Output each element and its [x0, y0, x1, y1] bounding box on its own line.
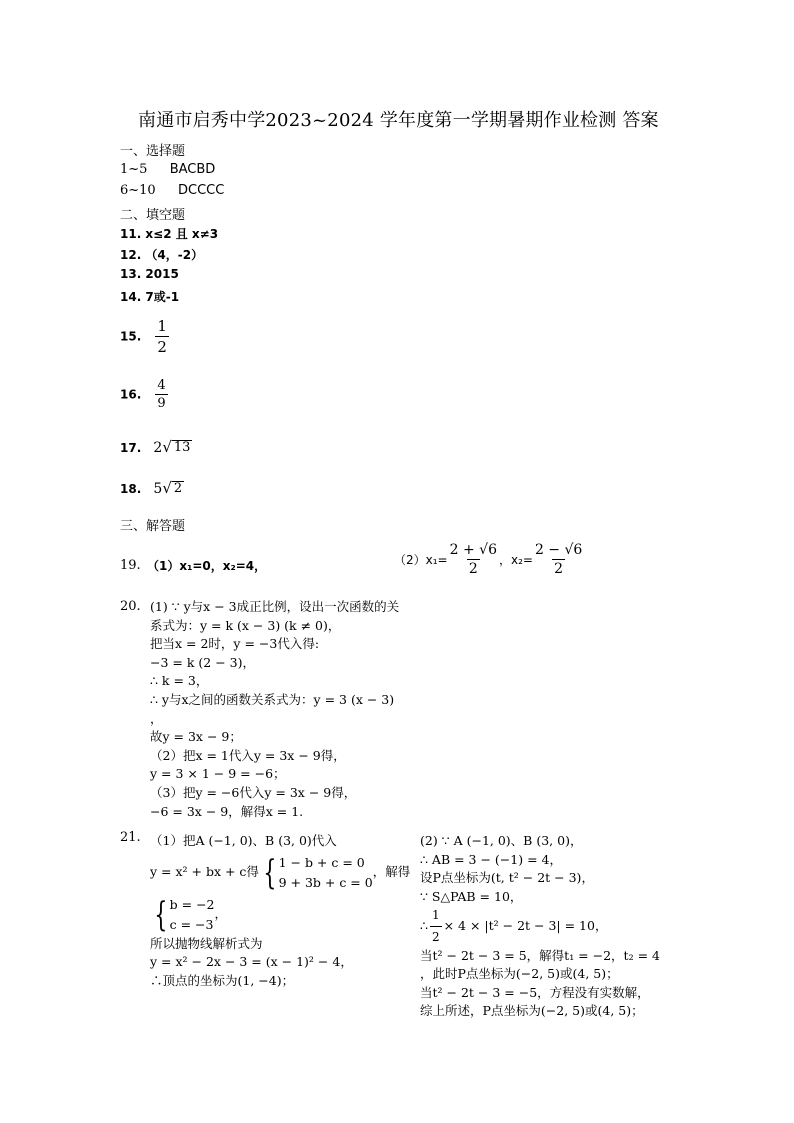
solution-line: y = x² − 2x − 3 = (x − 1)² − 4， — [150, 954, 353, 970]
area-equation-line — [420, 906, 660, 946]
numerator: 4 — [157, 378, 166, 393]
question-20-label: 20. — [120, 599, 141, 614]
section-heading-choice: 一、选择题 — [120, 144, 186, 159]
solution-line: 当t² − 2t − 3 = 5，解得t₁ = −2，t₂ = 4 — [420, 947, 660, 963]
equation: 1 − b + c = 0 — [278, 854, 365, 870]
choice-answers: BACBD — [169, 162, 216, 177]
answer-11: 11. x≤2 且 x≠3 — [120, 227, 219, 241]
solution-line: (2) ∵ A (−1, 0)、B (3, 0)， — [420, 833, 583, 848]
solution-line: ∴ k = 3， — [150, 673, 209, 689]
section-heading-fill: 二、填空题 — [120, 208, 186, 223]
choice-row-1 — [120, 162, 215, 177]
solution-line: y = 3 × 1 − 9 = −6； — [150, 766, 286, 782]
system-2 — [150, 895, 215, 935]
question-21-label: 21. — [120, 830, 141, 845]
equation-rest: × 4 × |t² − 2t − 3| = 10， — [443, 918, 608, 934]
equation: b = −2 — [169, 896, 215, 912]
denominator: 9 — [157, 396, 166, 411]
solution-line: ∴顶点的坐标为(1, −4)； — [150, 972, 295, 988]
solution-line: −6 = 3x − 9，解得x = 1. — [150, 803, 304, 819]
solution-line: （3）把y = −6代入y = 3x − 9得， — [150, 784, 357, 800]
fraction — [155, 317, 169, 356]
equation: c = −3 — [169, 916, 214, 932]
square-root — [162, 440, 192, 456]
solution-line: 故y = 3x − 9； — [150, 729, 242, 745]
system-suffix: ， — [214, 906, 228, 922]
system-suffix: ，解得 — [372, 864, 411, 880]
solution-line: −3 = k (2 − 3)， — [150, 654, 255, 670]
solution-line: 当t² − 2t − 3 = −5，方程没有实数解， — [420, 984, 650, 1000]
question-19-part1: （1）x₁=0，x₂=4， — [147, 559, 267, 573]
left-brace: { — [263, 852, 277, 893]
left-brace: { — [154, 894, 168, 935]
radical-sign: √ — [162, 479, 172, 497]
coefficient: 5 — [153, 481, 163, 497]
denominator: 2 — [468, 561, 478, 577]
answer-15 — [120, 317, 169, 356]
solution-line: ∴ AB = 3 − (−1) = 4， — [420, 851, 562, 867]
choice-answers: DCCCC — [178, 183, 225, 198]
question-19-label: 19. — [120, 558, 141, 573]
solution-system-line — [150, 895, 410, 935]
radicand: 2 — [173, 481, 183, 496]
solution-line: ∵ S△PAB = 10， — [420, 888, 523, 904]
fraction — [430, 906, 442, 946]
solution-line: ，此时P点坐标为(−2, 5)或(4, 5)； — [420, 966, 619, 982]
choice-row-2 — [120, 183, 224, 198]
answer-14: 14. 7或-1 — [120, 290, 180, 304]
numerator: 1 — [431, 908, 440, 923]
solution-line: 综上所述，P点坐标为(−2, 5)或(4, 5)； — [420, 1003, 644, 1019]
system-1 — [259, 853, 373, 893]
numerator: 1 — [157, 317, 167, 335]
solution-line: 把当x = 2时，y = −3代入得: — [150, 636, 320, 652]
answer-13: 13. 2015 — [120, 267, 179, 281]
coefficient: 2 — [153, 440, 163, 456]
numerator: 2 − √6 — [534, 542, 583, 558]
section-heading-solve: 三、解答题 — [120, 519, 186, 534]
equation-system-line — [150, 853, 410, 893]
question-label: 18. — [120, 482, 142, 496]
x1-fraction — [448, 542, 499, 577]
question-label: 17. — [120, 441, 142, 455]
question-21-part1 — [150, 832, 410, 990]
denominator: 2 — [157, 338, 167, 356]
x2-fraction — [533, 542, 584, 577]
solution-line: ， — [150, 710, 163, 726]
part2-prefix: （2）x₁= — [394, 553, 448, 567]
numerator: 2 + √6 — [449, 542, 497, 558]
question-19-part2 — [394, 542, 584, 577]
choice-range: 6~10 — [120, 183, 156, 198]
answer-18 — [120, 481, 184, 497]
solution-line: ∴ y与x之间的函数关系式为：y = 3 (x − 3) — [150, 691, 395, 707]
question-label: 16. — [120, 387, 142, 402]
square-root — [162, 481, 184, 497]
answer-12: 12. （4，-2） — [120, 248, 204, 262]
solution-line: 系式为：y = k (x − 3) (k ≠ 0)， — [150, 617, 341, 633]
question-label: 15. — [120, 329, 142, 344]
solution-line: （2）把x = 1代入y = 3x − 9得， — [150, 747, 346, 763]
question-21-part2 — [420, 832, 660, 1021]
solution-line: 设P点坐标为(t, t² − 2t − 3)， — [420, 870, 594, 886]
solution-line: 所以抛物线解析式为 — [150, 935, 263, 951]
solution-line: (1) ∵ y与x − 3成正比例，设出一次函数的关 — [150, 599, 400, 614]
question-20-solution — [150, 598, 399, 821]
denominator: 2 — [430, 926, 442, 947]
answer-16 — [120, 378, 168, 411]
system-equations — [170, 895, 215, 935]
system-prefix: y = x² + bx + c得 — [150, 864, 259, 880]
page-title: 南通市启秀中学2023~2024 学年度第一学期暑期作业检测 答案 — [138, 110, 659, 131]
equation: 9 + 3b + c = 0 — [278, 874, 373, 890]
fraction — [155, 378, 167, 411]
separator: ，x₂= — [498, 553, 533, 567]
choice-range: 1~5 — [120, 162, 148, 177]
system-equations — [279, 853, 373, 893]
radical-sign: √ — [162, 438, 172, 456]
denominator: 2 — [554, 561, 564, 577]
solution-line: （1）把A (−1, 0)、B (3, 0)代入 — [150, 833, 337, 848]
therefore-sign: ∴ — [420, 918, 428, 934]
answer-17 — [120, 440, 192, 456]
radicand: 13 — [173, 440, 191, 455]
